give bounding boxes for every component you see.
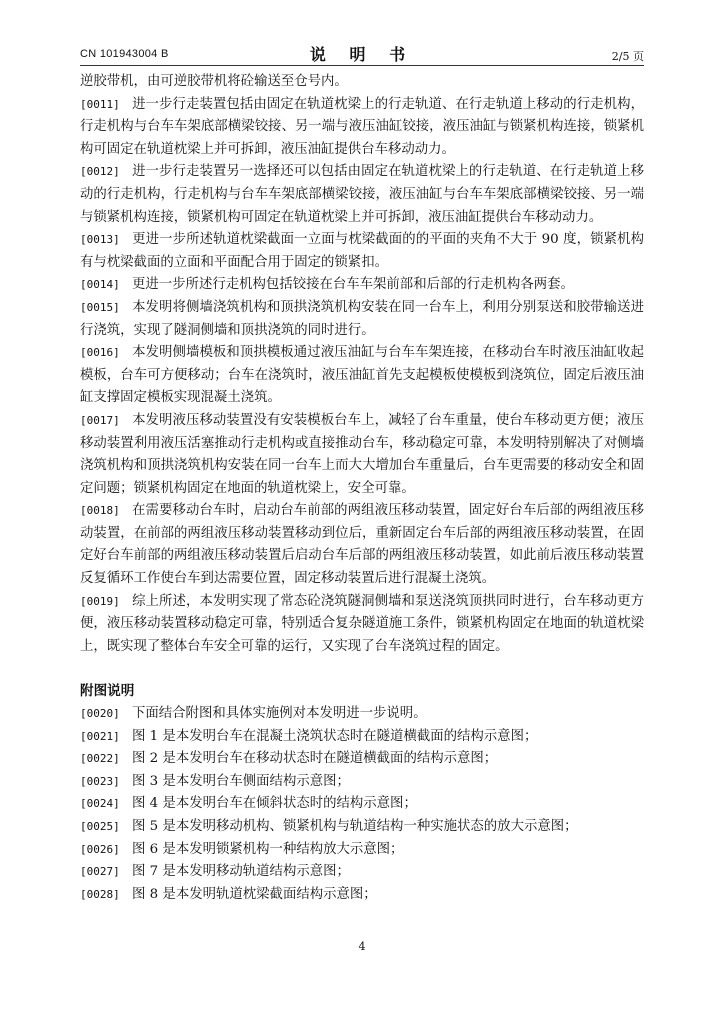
paragraph-text: 综上所述，本发明实现了常态砼浇筑隧洞侧墙和泵送浇筑顶拱同时进行，台车移动更方便，液压移动装置移动稳定可靠，特别适合复杂隧道施工条件，锁紧机构固定在地面的轨道枕梁上，既实现了整体台车安全可靠的运行，又实现了台车浇筑过程的固定。 [80,593,644,654]
paragraph-text: 更进一步所述轨道枕梁截面一立面与枕梁截面的的平面的夹角不大于 90 度，锁紧机构有与枕梁截面的立面和平面配合用于固定的锁紧扣。 [80,232,644,270]
paragraph-number: [0023] [80,774,120,788]
paragraph-number: [0015] [80,300,120,314]
figure-paragraph [80,793,644,816]
paragraph-text: 本发明将侧墙浇筑机构和顶拱浇筑机构安装在同一台车上，利用分别泵送和胶带输送进行浇筑，实现了隧洞侧墙和顶拱浇筑的同时进行。 [80,299,644,338]
paragraph-number: [0022] [80,752,120,766]
paragraph-number: [0018] [80,504,120,518]
figure-paragraph [80,839,644,862]
page-number: 4 [358,940,366,953]
paragraph-text: 图 5 是本发明移动机构、锁紧机构与轨道结构一种实施状态的放大示意图； [132,819,578,834]
paragraph-text: 图 1 是本发明台车在混凝土浇筑状态时在隧道横截面的结构示意图； [132,728,538,744]
paragraph-text: 图 2 是本发明台车在移动状态时在隧道横截面的结构示意图； [132,751,498,767]
header-divider [80,65,644,66]
paragraph-text: 更进一步所述行走机构包括铰接在台车车架前部和后部的行走机构各两套。 [132,277,574,293]
page-header [80,40,644,66]
figure-paragraph [80,884,644,907]
paragraph-number: [0014] [80,278,120,292]
paragraph [80,410,644,500]
paragraph-number: [0026] [80,842,120,856]
paragraph [80,500,644,590]
paragraph-number: [0013] [80,233,120,247]
paragraph [80,342,644,410]
paragraph [80,161,644,229]
figure-paragraph [80,861,644,884]
figure-paragraph [80,771,644,794]
paragraph-number: [0017] [80,413,120,427]
paragraph-text: 进一步行走装置另一选择还可以包括由固定在轨道枕梁上的行走轨道、在行走轨道上移动的行走机构，行走机构与台车车架底部横梁铰接，液压油缸与台车车架底部横梁铰接、另一端与锁紧机构连接，锁紧机构可固定在轨道枕梁上并可拆卸，液压油缸提供台车移动动力。 [80,164,644,225]
paragraph-number: [0021] [80,729,120,743]
paragraph-text: 图 3 是本发明台车侧面结构示意图； [132,773,350,789]
paragraph-number: [0024] [80,797,120,811]
paragraph-number: [0027] [80,865,120,879]
figure-paragraph [80,816,644,839]
section-heading: 附图说明 [80,683,135,700]
paragraph-text: 进一步行走装置包括由固定在轨道枕梁上的行走轨道、在行走轨道上移动的行走机构，行走机构与台车车架底部横梁铰接、另一端与液压油缸铰接，液压油缸与锁紧机构连接，锁紧机构可固定在轨道枕梁上并可拆卸，液压油缸提供台车移动动力。 [80,96,644,157]
paragraph [80,229,644,274]
paragraph-text: 本发明液压移动装置没有安装模板台车上，减轻了台车重量，使台车移动更方便；液压移动装置利用液压活塞推动行走机构或直接推动台车，移动稳定可靠，本发明特别解决了对侧墙浇筑机构和顶拱浇筑机构安装在同一台车上而大大增加台车重量后，台车更需要的移动安全和固定问题；锁紧机构固定在地面的轨道枕梁上，安全可靠。 [80,412,644,496]
paragraph-text: 图 8 是本发明轨道枕梁截面结构示意图； [132,886,377,902]
paragraph [80,591,644,659]
figure-paragraph [80,726,644,749]
paragraph-number: [0028] [80,887,120,901]
patent-number: CN 101943004 B [80,48,169,60]
paragraph-number: [0019] [80,594,120,608]
paragraph [80,94,644,162]
paragraph-text: 图 4 是本发明台车在倾斜状态时的结构示意图； [132,796,417,812]
paragraph-number: [0012] [80,165,120,179]
paragraph [80,274,644,297]
paragraph-text: 下面结合附图和具体实施例对本发明进一步说明。 [132,706,427,722]
paragraph-text: 在需要移动台车时，启动台车前部的两组液压移动装置，固定好台车后部的两组液压移动装置，在前部的两组液压移动装置移动到位后，重新固定台车后部的两组液压移动装置，在固定好台车前部的两组液压移动装置后启动台车后部的两组液压移动装置，如此前后液压移动装置反复循环工作使台车到达需要位置，固定移动装置后进行混凝土浇筑。 [80,503,644,587]
paragraph [80,297,644,342]
figure-paragraph [80,748,644,771]
paragraph-text: 本发明侧墙模板和顶拱模板通过液压油缸与台车车架连接，在移动台车时液压油缸收起模板，台车可方便移动；台车在浇筑时，液压油缸首先支起模板使模板到浇筑位，固定后液压油缸支撑固定模板实现混凝土浇筑。 [80,345,644,406]
paragraph-number: [0020] [80,707,120,721]
paragraph-number: [0011] [80,97,120,111]
paragraph-text: 图 6 是本发明锁紧机构一种结构放大示意图； [132,841,404,857]
paragraph-number: [0016] [80,346,120,360]
figure-paragraph [80,703,644,726]
intro-line: 逆胶带机，由可逆胶带机将砼输送至仓号内。 [80,74,348,89]
page-indicator: 2/5 页 [611,50,644,63]
document-title: 说 明 书 [309,45,415,64]
paragraph-text: 图 7 是本发明移动轨道结构示意图； [132,864,350,880]
document-body [80,71,644,906]
paragraph-number: [0025] [80,820,120,833]
